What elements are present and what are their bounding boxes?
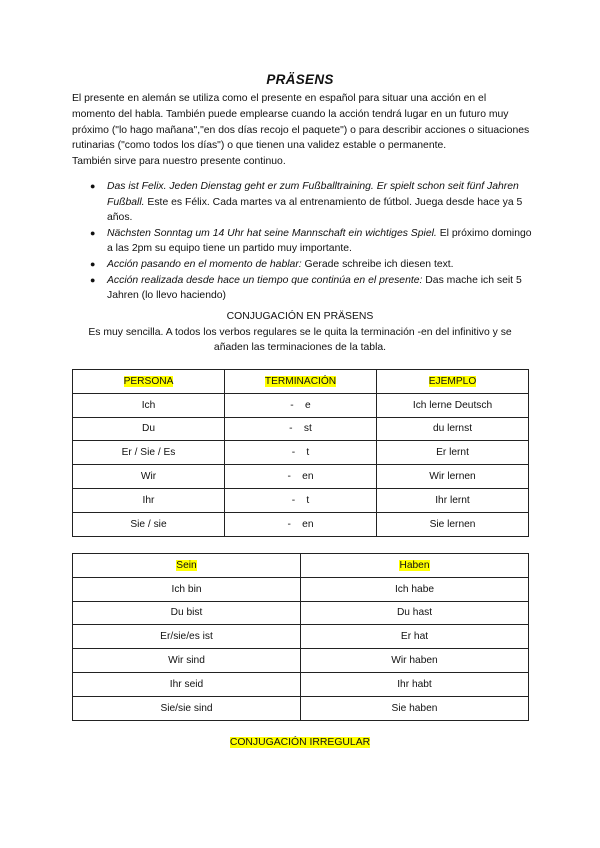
irregular-section-title xyxy=(0,737,600,748)
example-text: Gerade schreibe ich diesen text. xyxy=(301,258,454,270)
table-cell: du lernst xyxy=(377,417,529,441)
irregular-title: CONJUGACIÓN IRREGULAR xyxy=(229,737,371,748)
intro-text xyxy=(72,91,532,170)
table-row xyxy=(73,649,529,673)
table-cell: Ich bin xyxy=(73,577,301,601)
table-cell: Du bist xyxy=(73,601,301,625)
conjugation-title: CONJUGACIÓN EN PRÄSENS xyxy=(226,311,374,322)
header-terminacion: TERMINACIÓN xyxy=(264,375,337,387)
table-cell: - en xyxy=(225,512,377,536)
list-item xyxy=(72,273,532,304)
examples-list xyxy=(72,179,532,304)
header-sein: Sein xyxy=(176,559,197,571)
table-cell: Ihr lernt xyxy=(377,488,529,512)
table-cell: Sie / sie xyxy=(73,512,225,536)
table-cell: Ihr seid xyxy=(73,672,301,696)
column-header xyxy=(377,370,529,394)
page-title: PRÄSENS xyxy=(266,72,334,87)
table-cell: Wir sind xyxy=(73,649,301,673)
table-cell: Ihr habt xyxy=(301,672,529,696)
table-cell: Ich xyxy=(73,393,225,417)
list-item xyxy=(72,257,532,273)
column-header xyxy=(73,554,301,578)
table-cell: Ich habe xyxy=(301,577,529,601)
bullet-icon: ● xyxy=(90,258,96,269)
table-row xyxy=(73,393,529,417)
table-row xyxy=(73,625,529,649)
example-german: Nächsten Sonntag um 14 Uhr hat seine Mannschaft ein wichtiges Spiel. xyxy=(107,227,437,239)
table-cell: Du hast xyxy=(301,601,529,625)
table-cell: Er lernt xyxy=(377,441,529,465)
bullet-icon: ● xyxy=(90,274,96,285)
table-cell: Wir haben xyxy=(301,649,529,673)
list-item xyxy=(72,226,532,257)
conjugation-description: Es muy sencilla. A todos los verbos regulares se le quita la terminación -en del infinitivo y se añaden las terminaciones de la tabla. xyxy=(88,327,512,354)
table-cell: Er / Sie / Es xyxy=(73,441,225,465)
table-cell: Du xyxy=(73,417,225,441)
table-row xyxy=(73,672,529,696)
column-header xyxy=(73,370,225,394)
table-cell: Wir lernen xyxy=(377,465,529,489)
table-cell: Sie haben xyxy=(301,696,529,720)
example-german: Das ist Felix. Jeden Dienstag geht er zum Fußballtraining. Er spielt schon seit fünf Jahren Fußball. xyxy=(107,181,519,208)
header-haben: Haben xyxy=(399,559,430,571)
table-header-row xyxy=(73,554,529,578)
sein-haben-table xyxy=(72,553,529,721)
bullet-icon: ● xyxy=(90,181,96,191)
table-cell: Er/sie/es ist xyxy=(73,625,301,649)
table-cell: Wir xyxy=(73,465,225,489)
table-row xyxy=(73,696,529,720)
regular-conjugation-table xyxy=(72,369,529,537)
table-row xyxy=(73,601,529,625)
table-row xyxy=(73,577,529,601)
table-cell: Sie/sie sind xyxy=(73,696,301,720)
column-header xyxy=(301,554,529,578)
column-header xyxy=(225,370,377,394)
table-cell: Ich lerne Deutsch xyxy=(377,393,529,417)
table-row xyxy=(73,488,529,512)
header-ejemplo: EJEMPLO xyxy=(428,375,477,387)
table-cell: - st xyxy=(225,417,377,441)
table-cell: Sie lernen xyxy=(377,512,529,536)
example-spanish: El próximo domingo a las 2pm su equipo tiene un partido muy importante. xyxy=(107,227,532,255)
example-spanish: Este es Félix. Cada martes va al entrenamiento de fútbol. Juega desde hace ya 5 años. xyxy=(107,196,523,224)
table-row xyxy=(73,417,529,441)
table-cell: - t xyxy=(225,441,377,465)
table-cell: - en xyxy=(225,465,377,489)
table-row xyxy=(73,441,529,465)
example-label: Acción realizada desde hace un tiempo que continúa en el presente: xyxy=(107,274,423,286)
header-persona: PERSONA xyxy=(123,375,174,387)
example-text: Das mache ich seit 5 Jahren (lo llevo haciendo) xyxy=(107,274,522,302)
list-item xyxy=(72,179,532,226)
table-cell: - e xyxy=(225,393,377,417)
intro-line2: También sirve para nuestro presente continuo. xyxy=(72,156,286,168)
bullet-icon: ● xyxy=(90,227,96,238)
table-header-row xyxy=(73,370,529,394)
table-cell: Ihr xyxy=(73,488,225,512)
intro-paragraph: El presente en alemán se utiliza como el presente en español para situar una acción en el momento del habla. También puede emplearse cuando la acción tendrá lugar en un futuro muy próximo ("lo hago mañana","en dos días recojo el paquete") o para describir acciones o situaciones rutinarias ("como todos los días") o que tienen una validez estable o permanente. xyxy=(72,93,530,152)
table-row xyxy=(73,465,529,489)
table-cell: - t xyxy=(225,488,377,512)
example-label: Acción pasando en el momento de hablar: xyxy=(107,258,302,270)
table-cell: Er hat xyxy=(301,625,529,649)
table-row xyxy=(73,512,529,536)
